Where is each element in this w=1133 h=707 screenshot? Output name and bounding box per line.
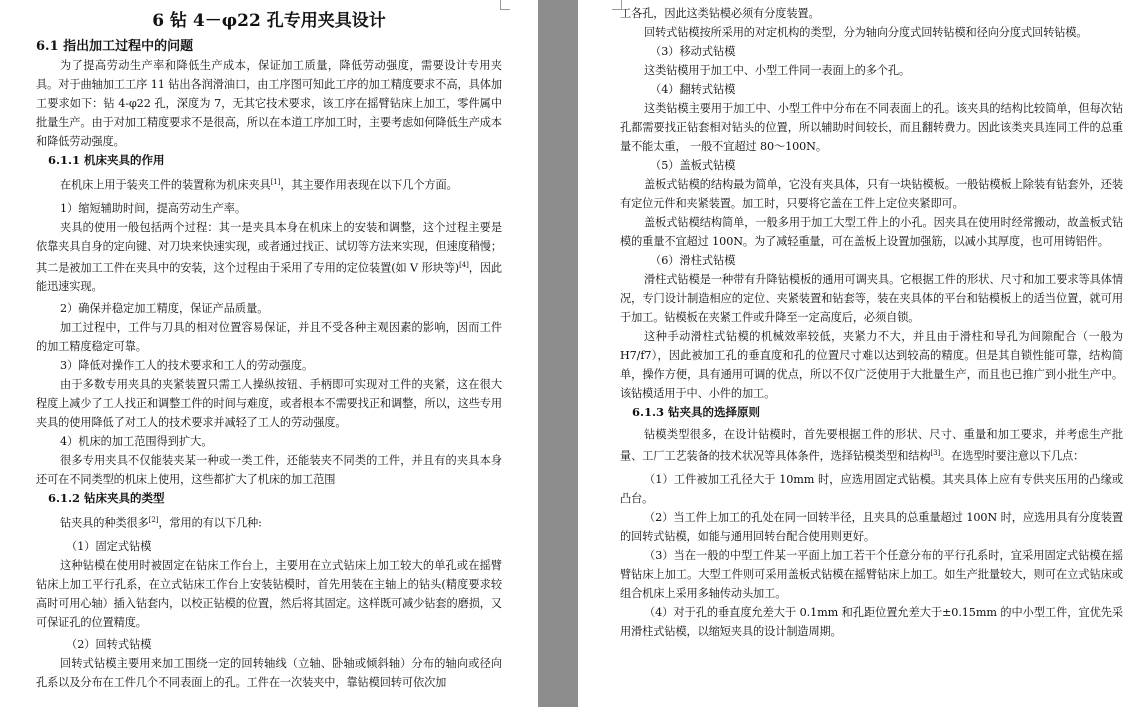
subsection-heading-6-1-3: 6.1.3 钻夹具的选择原则 (632, 405, 761, 419)
paragraph: 这种手动滑柱式钻模的机械效率较低，夹紧力不大，并且由于滑柱和导孔为间隙配合（一般为 H7/f7），因此被加工孔的垂直度和孔的位置尺寸难以达到较高的精度。但是其自锁性能可靠，结构简单，操作方便，具有通用可调的优点，所以不仅广泛使用于大批量生产，而且也已推广到小批生产中。该钻模适用于中、小件的加工。 (620, 330, 1123, 400)
paragraph-text: ，常用的有以下几种: (158, 517, 262, 531)
paragraph: 由于多数专用夹具的夹紧装置只需工人操纵按钮、手柄即可实现对工件的夹紧，这在很大程度上减少了工人找正和调整工件的时间与难度，或者根本不需要找正和调整，所以，这些专用夹具的使用降低了对工人的技术要求并减轻了工人的劳动强度。 (36, 378, 502, 430)
list-item: （2）回转式钻模 (66, 638, 152, 652)
paragraph: 这类钻模用于加工中、小型工件同一表面上的多个孔。 (644, 64, 911, 77)
chapter-title: 6 钻 4－φ22 孔专用夹具设计 (152, 11, 386, 31)
list-item: （4）翻转式钻模 (650, 83, 736, 96)
paragraph: 加工过程中，工件与刀具的相对位置容易保证，并且不受各种主观因素的影响，因而工件的加工精度稳定可靠。 (36, 321, 502, 354)
paragraph (36, 218, 502, 297)
paragraph: 回转式钻模主要用来加工围绕一定的回转轴线（立轴、卧轴或倾斜轴）分布的轴向或径向孔系以及分布在工件几个不同表面上的孔。工件在一次装夹中，靠钻模回转可依次加 (36, 657, 502, 690)
citation: [4] (459, 260, 469, 269)
paragraph-text: 钻夹具的种类很多 (60, 517, 149, 531)
paragraph: 这类钻模主要用于加工中、小型工件中分布在不同表面上的孔。该夹具的结构比较简单，但每次钻孔都需要找正钻套相对钻头的位置，所以辅助时间较长，而且翻转费力。因此该类夹具连同工件的总重量不能太重， 一般不宜超过 80～100N。 (620, 102, 1123, 153)
list-item: （3）移动式钻模 (650, 45, 736, 58)
list-item: （6）滑柱式钻模 (650, 254, 736, 267)
paragraph: 工各孔，因此这类钻模必须有分度装置。 (620, 7, 820, 20)
list-item: 2）确保并稳定加工精度，保证产品质量。 (60, 302, 269, 316)
paragraph: 为了提高劳动生产率和降低生产成本，保证加工质量，降低劳动强度，需要设计专用夹具。对于曲轴加工工序 11 钻出各润滑油口，由工序图可知此工序的加工精度要求不高，具体加工要求如下：钻 4-φ22 孔，深度为 7，无其它技术要求，该工序在摇臂钻床上加工，零件属中批量生产。由于对加工精度要求不是很高，所以在本道工序加工时，主要考虑如何降低生产成本和降低劳动强度。 (36, 59, 502, 148)
paragraph: 这种钻模在使用时被固定在钻床工作台上，主要用在立式钻床上加工较大的单孔或在摇臂钻床上加工平行孔系，在立式钻床工作台上安装钻模时，首先用装在主轴上的钻头(精度要求较高时可用心轴）插入钻套内，以校正钻模的位置，然后将其固定。这样既可减少钻套的磨损，又可保证孔的位置精度。 (36, 559, 502, 630)
paragraph (36, 511, 502, 533)
paragraph-text: 。在选型时要注意以下几点： (940, 449, 1085, 463)
list-item: （1）固定式钻模 (66, 540, 152, 554)
list-item: （2）当工件上加工的孔处在同一回转半径，且夹具的总重量超过 100N 时，应选用具有分度装置的回转式钻模，如能与通用回转台配合使用则更好。 (620, 510, 1123, 543)
citation: [2] (148, 516, 159, 525)
subsection-heading-6-1-2: 6.1.2 钻床夹具的类型 (48, 491, 165, 506)
document-page-left (0, 0, 538, 707)
subsection-heading-6-1-1: 6.1.1 机床夹具的作用 (48, 153, 165, 167)
paragraph-text: 夹具的使用一般包括两个过程：其一是夹具本身在机床上的安装和调整，这个过程主要是依靠夹具自身的定向键、对刀块来快速实现，或者通过找正、试切等方法来实现，但速度稍慢；其二是被加工工件在夹具中的安装，这个过程由于采用了专用的定位装置(如 V 形块等) (36, 220, 502, 275)
paragraph: 很多专用夹具不仅能装夹某一种或一类工件，还能装夹不同类的工件，并且有的夹具本身还可在不同类型的机床上使用，这些都扩大了机床的加工范围 (36, 454, 502, 487)
list-item: 4）机床的加工范围得到扩大。 (60, 435, 213, 449)
paragraph-text: 在机床上用于装夹工件的装置称为机床夹具 (60, 178, 271, 192)
paragraph (620, 425, 1123, 466)
list-item: （3）当在一般的中型工件某一平面上加工若干个任意分布的平行孔系时，宜采用固定式钻模在摇臂钻床上加工。大型工件则可采用盖板式钻模在摇臂钻床上加工。如生产批量较大，则可在立式钻床或组合机床上采用多轴传动头加工。 (620, 548, 1123, 600)
paragraph: 回转式钻模按所采用的对定机构的类型，分为轴向分度式回转钻模和径向分度式回转钻模。 (644, 26, 1088, 39)
list-item: 1）缩短辅助时间，提高劳动生产率。 (60, 201, 247, 215)
citation: [1] (270, 178, 281, 186)
list-item: 3）降低对操作工人的技术要求和工人的劳动强度。 (60, 359, 314, 373)
paragraph (36, 173, 502, 195)
paragraph-text: ，因此能迅速实现。 (36, 261, 503, 294)
document-page-right (578, 0, 1133, 707)
citation: [3] (930, 449, 941, 457)
paragraph: 滑柱式钻模是一种带有升降钻模板的通用可调夹具。它根据工件的形状、尺寸和加工要求等具体情况，专门设计制造相应的定位、夹紧装置和钻套等，装在夹具体的平台和钻模板上的适当位置，就可用于加工。钻模板在夹紧工件或升降至一定高度后，必须自锁。 (620, 273, 1123, 324)
page-corner-mark (612, 0, 622, 10)
paragraph: 盖板式钻模结构简单，一般多用于加工大型工件上的小孔。因夹具在使用时经常搬动，故盖板式钻模的重量不宜超过 100N。为了减轻重量，可在盖板上设置加强筋，以减小其厚度，也可用铸铝件。 (620, 216, 1123, 248)
section-heading-6-1: 6.1 指出加工过程中的问题 (36, 39, 194, 54)
list-item: （4）对于孔的垂直度允差大于 0.1mm 和孔距位置允差大于±0.15mm 的中小型工件，宜优先采用滑柱式钻模，以缩短夹具的设计制造周期。 (620, 605, 1123, 638)
list-item: （1）工件被加工孔径大于 10mm 时，应选用固定式钻模。其夹具体上应有专供夹压用的凸缘或凸台。 (620, 472, 1123, 505)
paragraph-text: 钻模类型很多，在设计钻模时，首先要根据工件的形状、尺寸、重量和加工要求，并考虑生产批量、工厂工艺装备的技术状况等具体条件，选择钻模类型和结构 (620, 428, 1123, 463)
paragraph-text: ，其主要作用表现在以下几个方面。 (280, 178, 458, 192)
page-corner-mark (500, 0, 510, 10)
list-item: （5）盖板式钻模 (650, 159, 736, 172)
paragraph: 盖板式钻模的结构最为简单，它没有夹具体，只有一块钻模板。一般钻模板上除装有钻套外，还装有定位元件和夹紧装置。加工时，只要将它盖在工件上定位夹紧即可。 (620, 178, 1123, 210)
